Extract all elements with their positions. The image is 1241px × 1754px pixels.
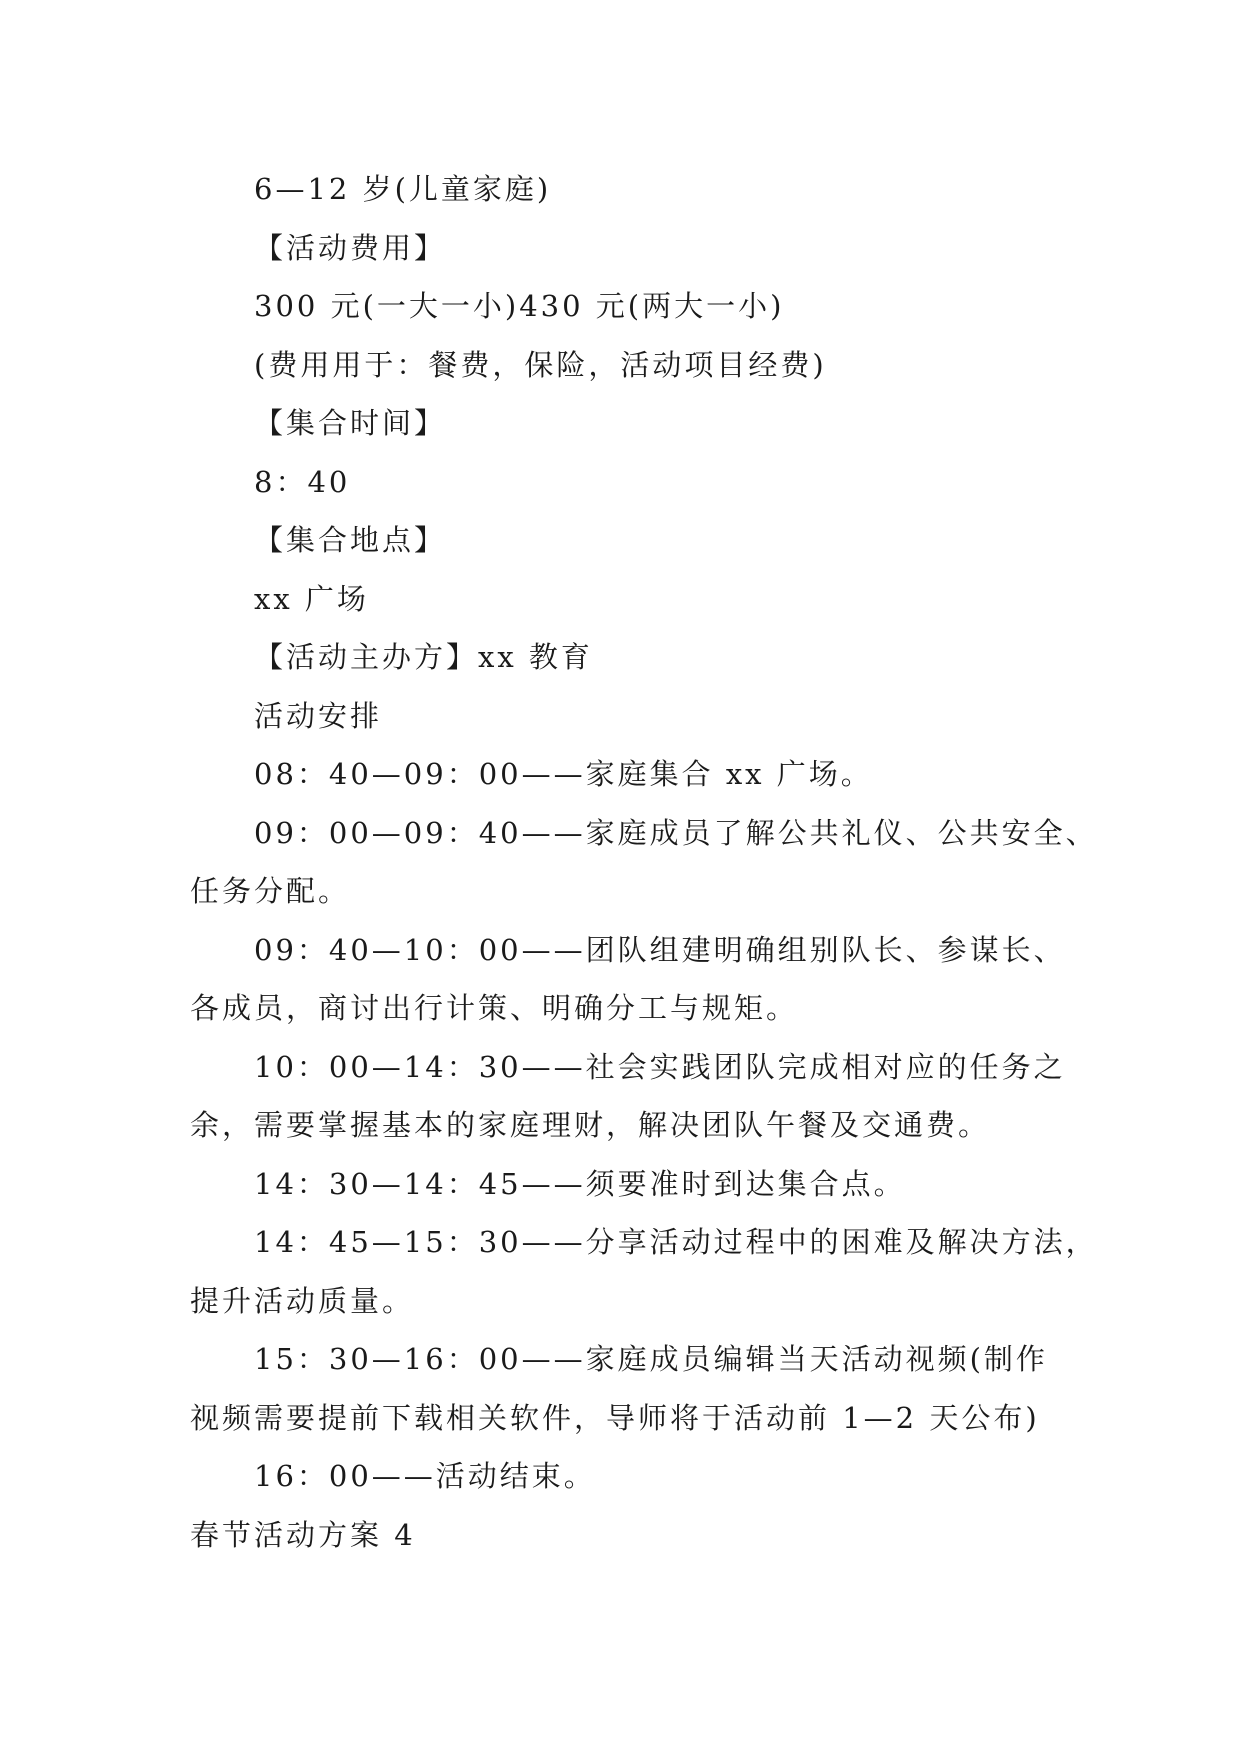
section-title: 春节活动方案 4 bbox=[190, 1517, 416, 1552]
meeting-place-heading: 【集合地点】 bbox=[254, 523, 447, 557]
schedule-item bbox=[190, 1447, 1070, 1506]
document-body bbox=[190, 160, 1098, 1564]
schedule-item-continuation: 视频需要提前下载相关软件，导师将于活动前 1—2 天公布) bbox=[190, 1400, 1040, 1435]
schedule-item bbox=[190, 1038, 1070, 1155]
schedule-heading: 活动安排 bbox=[254, 698, 383, 733]
schedule-item-continuation: 任务分配。 bbox=[190, 874, 351, 908]
fee-amount-text: 300 元(一大一小)430 元(两大一小) bbox=[254, 289, 785, 323]
fee-heading: 【活动费用】 bbox=[254, 230, 447, 265]
schedule-item bbox=[190, 1155, 1070, 1214]
schedule-item-line: 09：40—10：00——团队组建明确组别队长、参谋长、 bbox=[254, 932, 1066, 967]
meeting-time-text: 8：40 bbox=[254, 464, 351, 499]
meeting-time-heading: 【集合时间】 bbox=[254, 406, 447, 440]
age-group-text: 6—12 岁(儿童家庭) bbox=[254, 172, 552, 206]
schedule-item bbox=[190, 1213, 1098, 1330]
schedule-item-line: 10：00—14：30——社会实践团队完成相对应的任务之 bbox=[254, 1049, 1066, 1084]
schedule-item-continuation: 各成员，商讨出行计策、明确分工与规矩。 bbox=[190, 991, 799, 1025]
schedule-item bbox=[190, 1330, 1070, 1447]
schedule-item-line: 09：00—09：40——家庭成员了解公共礼仪、公共安全、 bbox=[254, 815, 1098, 850]
schedule-item-line: 15：30—16：00——家庭成员编辑当天活动视频(制作 bbox=[254, 1342, 1048, 1376]
schedule-item-line: 16：00——活动结束。 bbox=[254, 1459, 596, 1493]
schedule-item-continuation: 提升活动质量。 bbox=[190, 1283, 415, 1318]
meeting-place-text: xx 广场 bbox=[254, 581, 369, 616]
schedule-item bbox=[190, 921, 1070, 1038]
fee-usage-text: (费用用于：餐费，保险，活动项目经费) bbox=[254, 347, 827, 382]
schedule-item bbox=[190, 804, 1098, 921]
schedule-item-line: 14：30—14：45——须要准时到达集合点。 bbox=[254, 1166, 906, 1201]
schedule-item: 08：40—09：00——家庭集合 xx 广场。 bbox=[254, 757, 873, 791]
schedule-item-line: 14：45—15：30——分享活动过程中的困难及解决方法， bbox=[254, 1225, 1098, 1259]
schedule-item-continuation: 余，需要掌握基本的家庭理财，解决团队午餐及交通费。 bbox=[190, 1108, 991, 1142]
organizer-text: 【活动主办方】xx 教育 bbox=[254, 640, 593, 674]
